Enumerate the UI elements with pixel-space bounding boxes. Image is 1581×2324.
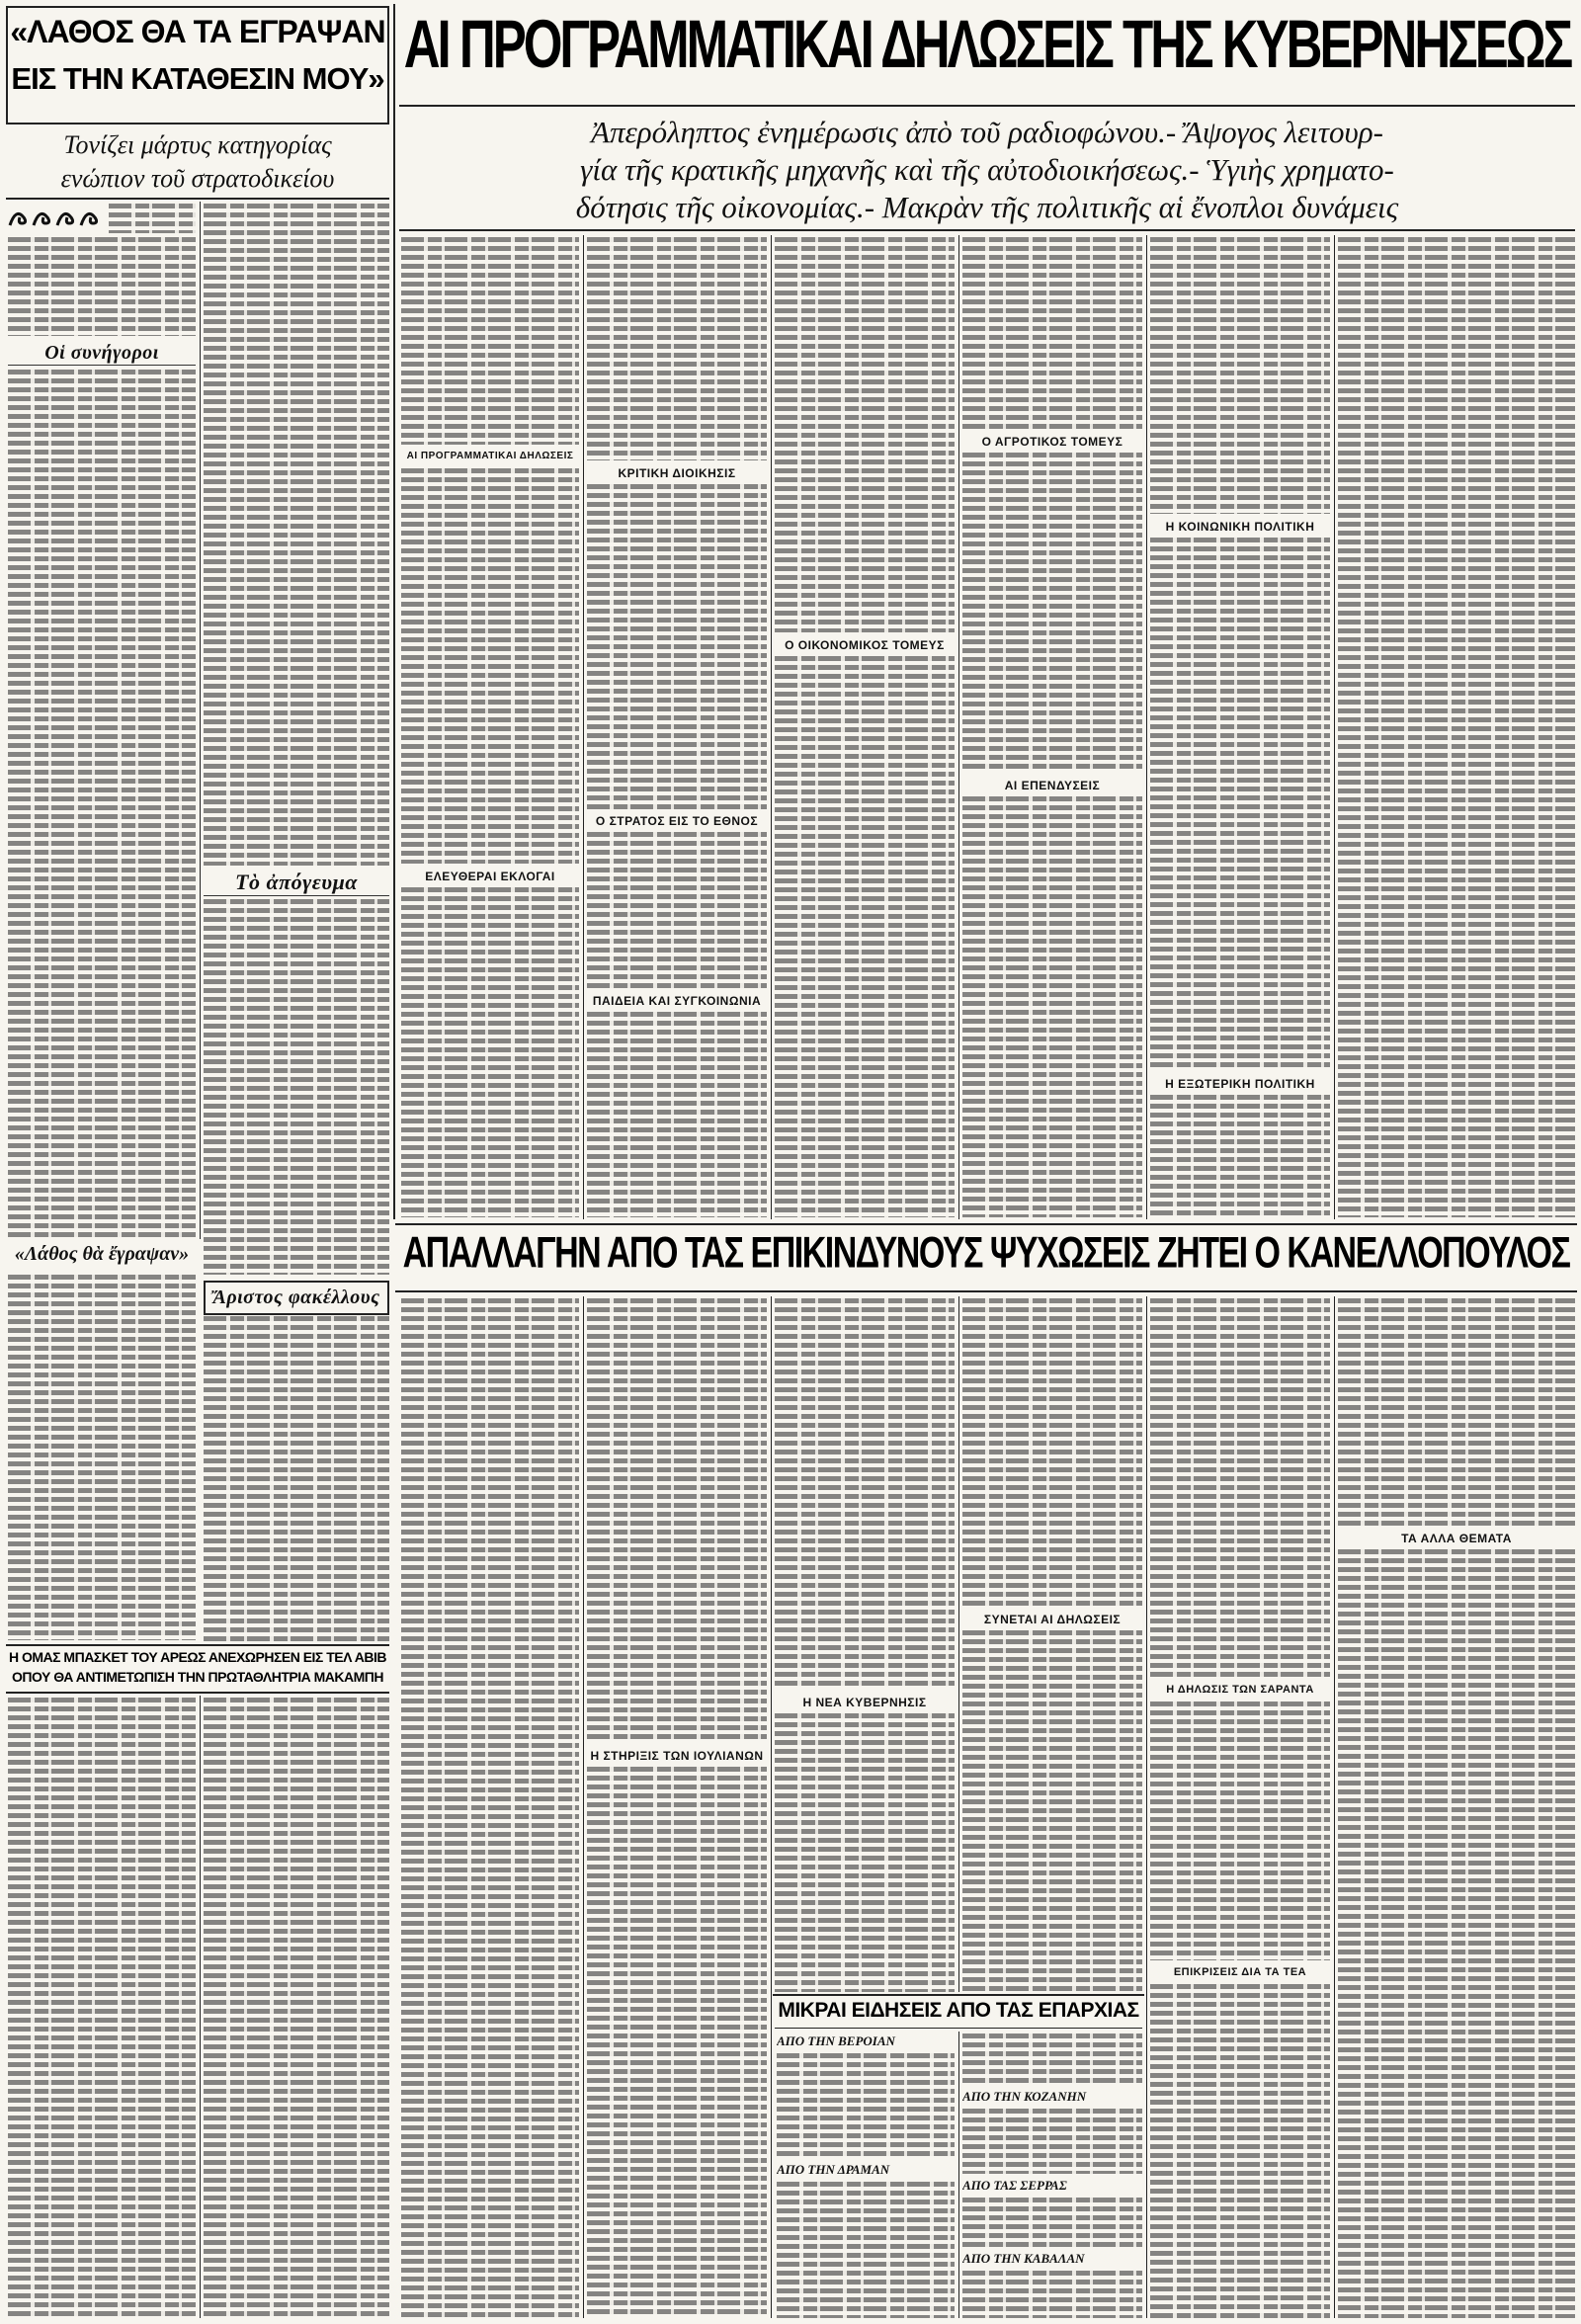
- lower-col1-split: [583, 1296, 584, 2318]
- second-headline-rule-bottom: [395, 1290, 1577, 1292]
- lower-col2-split: [771, 1296, 772, 2318]
- main-col1-text-2: [401, 468, 579, 864]
- main-headline: ΑΙ ΠΡΟΓΡΑΜΜΑΤΙΚΑΙ ΔΗΛΩΣΕΙΣ ΤΗΣ ΚΥΒΕΡΝΗΣΕΩΣ: [403, 10, 1571, 78]
- left-subhead-line1: Τονίζει μάρτυς κατηγορίας: [63, 130, 332, 159]
- lower-col2-text-2: [587, 1767, 767, 2318]
- lower-col4-text-1: [962, 1298, 1142, 1607]
- provinces-split: [958, 2032, 959, 2318]
- province-serres: ΑΠΟ ΤΑΣ ΣΕΡΡΑΣ: [962, 2178, 1067, 2193]
- main-col1-text-3: [401, 887, 579, 1217]
- main-col3-text-1: [775, 237, 955, 632]
- lower-col5-split: [1334, 1296, 1335, 2318]
- lower-col1-text-1: [401, 1298, 579, 2318]
- provinces-rule-bottom: [775, 2028, 1142, 2029]
- province-veroia-text: [777, 2053, 955, 2156]
- head-exoteriki: Η ΕΞΩΤΕΡΙΚΗ ΠΟΛΙΤΙΚΗ: [1150, 1077, 1330, 1091]
- main-col2-text-2: [587, 484, 767, 810]
- lower-col2-text-1: [587, 1298, 767, 1743]
- main-col3-split: [958, 235, 959, 1219]
- main-col4-text-3: [962, 796, 1142, 1217]
- lower-col6-text-2: [1338, 1549, 1575, 2318]
- main-col5-text-3: [1150, 1095, 1330, 1217]
- lower-col3-text-1: [775, 1298, 955, 1690]
- main-col5-text-1: [1150, 237, 1330, 514]
- second-headline: ΑΠΑΛΛΑΓΗΝ ΑΠΟ ΤΑΣ ΕΠΙΚΙΝΔΥΝΟΥΣ ΨΥΧΩΣΕΙΣ ΖΗΤΕΙ Ο ΚΑΝΕΛΛΟΠΟΥΛΟΣ: [402, 1231, 1570, 1276]
- sports-headline-line1: Η ΟΜΑΣ ΜΠΑΣΚΕΤ ΤΟΥ ΑΡΕΩΣ ΑΝΕΧΩΡΗΣΕΝ ΕΙΣ ΤΕΛ ΑΒΙΒ: [8, 1650, 387, 1664]
- main-deck-line2: γία τῆς κρατικῆς μηχανῆς καὶ τῆς αὐτοδιοικήσεως.- Ὑγιὴς χρηματο-: [580, 152, 1394, 187]
- main-col5-text-2: [1150, 538, 1330, 1071]
- left-subhead-line2: ενώπιον τοῦ στρατοδικείου: [60, 164, 335, 193]
- left-col-b-text-1: [204, 204, 389, 866]
- provinces-headline: ΜΙΚΡΑΙ ΕΙΔΗΣΕΙΣ ΑΠΟ ΤΑΣ ΕΠΑΡΧΙΑΣ: [778, 2000, 1139, 2021]
- head-epikrisis: ΕΠΙΚΡΙΣΕΙΣ ΔΙΑ ΤΑ ΤΕΑ: [1150, 1966, 1330, 1978]
- masthead-divider: [393, 4, 395, 1219]
- main-col1-split: [583, 235, 584, 1219]
- head-koinoniki: Η ΚΟΙΝΩΝΙΚΗ ΠΟΛΙΤΙΚΗ: [1150, 520, 1330, 534]
- main-col2-split: [771, 235, 772, 1219]
- left-headline-line2: ΕΙΣ ΤΗΝ ΚΑΤΑΘΕΣΙΝ ΜΟΥ»: [11, 63, 384, 94]
- provinces-rule-top: [773, 1994, 1144, 1996]
- sports-text-b: [204, 1698, 389, 2318]
- left-col-a-text-2: [8, 237, 196, 336]
- province-veroia-cont: [962, 2034, 1142, 2085]
- main-col4-text-1: [962, 237, 1142, 429]
- lower-col4-split: [1146, 1296, 1147, 2318]
- province-serres-text: [962, 2198, 1142, 2247]
- left-col-a-text-1: [109, 204, 196, 233]
- section-synegoroi: Οἱ συνήγοροι: [8, 342, 196, 366]
- main-headline-rule: [399, 105, 1575, 107]
- left-headline-box: [6, 6, 389, 124]
- main-col2-text-1: [587, 237, 767, 460]
- left-col-split: [200, 202, 201, 1239]
- lower-col5-text-3: [1150, 1984, 1330, 2318]
- main-col6-text-1: [1338, 237, 1575, 1217]
- head-programmatikai: ΑΙ ΠΡΟΓΡΑΜΜΑΤΙΚΑΙ ΔΗΛΩΣΕΙΣ: [401, 451, 579, 461]
- main-col4-text-2: [962, 453, 1142, 773]
- head-nea-kyvernisis: Η ΝΕΑ ΚΥΒΕΡΝΗΣΙΣ: [775, 1696, 955, 1709]
- main-col5-split: [1334, 235, 1335, 1219]
- head-ependuseis: ΑΙ ΕΠΕΝΔΥΣΕΙΣ: [962, 779, 1142, 792]
- lower-col3-text-2: [775, 1713, 955, 1992]
- main-col2-text-4: [587, 1012, 767, 1217]
- deck-rule: [399, 229, 1575, 231]
- section-apogeyma: Τὸ ἀπόγευμα: [204, 870, 389, 896]
- main-col1-text-1: [401, 237, 579, 445]
- greek-wave-ornament-icon: [8, 204, 107, 231]
- province-kozani-text: [962, 2109, 1142, 2174]
- second-headline-rule-top: [395, 1223, 1577, 1225]
- left-masthead-rule: [6, 198, 389, 200]
- province-drama: ΑΠΟ ΤΗΝ ΔΡΑΜΑΝ: [777, 2162, 890, 2177]
- province-drama-text: [777, 2182, 955, 2318]
- sports-headline-line2: ΟΠΟΥ ΘΑ ΑΝΤΙΜΕΤΩΠΙΣΗ ΤΗΝ ΠΡΩΤΑΘΛΗΤΡΙΑ ΜΑΚΑΜΠΗ: [11, 1670, 383, 1684]
- head-kritiki: ΚΡΙΤΙΚΗ ΔΙΟΙΚΗΣΙΣ: [587, 466, 767, 480]
- head-alla-themata: ΤΑ ΑΛΛΑ ΘΕΜΑΤΑ: [1338, 1532, 1575, 1545]
- left-headline-line1: «ΛΑΘΟΣ ΘΑ ΤΑ ΕΓΡΑΨΑΝ: [10, 16, 385, 47]
- kicker-lathos: «Λάθος θὰ ἔγραψαν»: [14, 1243, 190, 1265]
- section-aristos: Ἄριστος φακέλλους: [204, 1281, 389, 1315]
- province-kavala-text: [962, 2271, 1142, 2318]
- head-oikonomikos: Ο ΟΙΚΟΝΟΜΙΚΟΣ ΤΟΜΕΥΣ: [775, 638, 955, 652]
- lower-col5-text-1: [1150, 1298, 1330, 1678]
- head-stirixis: Η ΣΤΗΡΙΞΙΣ ΤΩΝ ΙΟΥΛΙΑΝΩΝ: [587, 1749, 767, 1763]
- sports-text-a: [8, 1698, 196, 2318]
- main-deck-line3: δότησις τῆς οἰκονομίας.- Μακρὰν τῆς πολιτικῆς αἱ ἔνοπλοι δυνάμεις: [575, 190, 1399, 224]
- head-stratos: Ο ΣΤΡΑΤΟΣ ΕΙΣ ΤΟ ΕΘΝΟΣ: [587, 814, 767, 828]
- head-dilosis-saranta: Η ΔΗΛΩΣΙΣ ΤΩΝ ΣΑΡΑΝΤΑ: [1150, 1684, 1330, 1696]
- head-agrotikos: Ο ΑΓΡΟΤΙΚΟΣ ΤΟΜΕΥΣ: [962, 435, 1142, 449]
- main-col4-split: [1146, 235, 1147, 1219]
- left-col-a-text-4: [8, 1275, 196, 1640]
- sports-rule-top: [6, 1644, 389, 1646]
- main-col3-text-2: [775, 656, 955, 1217]
- lower-col3-split: [958, 1296, 959, 1992]
- left-col-a-text-3: [8, 370, 196, 1239]
- lower-col6-text-1: [1338, 1298, 1575, 1526]
- head-eleftherai: ΕΛΕΥΘΕΡΑΙ ΕΚΛΟΓΑΙ: [401, 870, 579, 883]
- head-syneti: ΣΥΝΕΤΑΙ ΑΙ ΔΗΛΩΣΕΙΣ: [962, 1613, 1142, 1626]
- sports-col-split: [200, 1696, 201, 2318]
- province-kozani: ΑΠΟ ΤΗΝ ΚΟΖΑΝΗΝ: [962, 2089, 1087, 2104]
- sports-rule-bottom: [6, 1692, 389, 1694]
- lower-col4-text-2: [962, 1630, 1142, 1992]
- left-col-b-text-3: [204, 1316, 389, 1642]
- province-veroia: ΑΠΟ ΤΗΝ ΒΕΡΟΙΑΝ: [777, 2034, 895, 2048]
- head-paideia: ΠΑΙΔΕΙΑ ΚΑΙ ΣΥΓΚΟΙΝΩΝΙΑ: [587, 994, 767, 1008]
- main-deck-line1: Ἀπερόληπτος ἐνημέρωσις ἀπὸ τοῦ ραδιοφώνου.- Ἄψογος λειτουρ-: [591, 115, 1383, 149]
- lower-col5-text-2: [1150, 1702, 1330, 1960]
- left-col-b-text-2: [204, 899, 389, 1275]
- province-kavala: ΑΠΟ ΤΗΝ ΚΑΒΑΛΑΝ: [962, 2251, 1085, 2266]
- main-col2-text-3: [587, 832, 767, 988]
